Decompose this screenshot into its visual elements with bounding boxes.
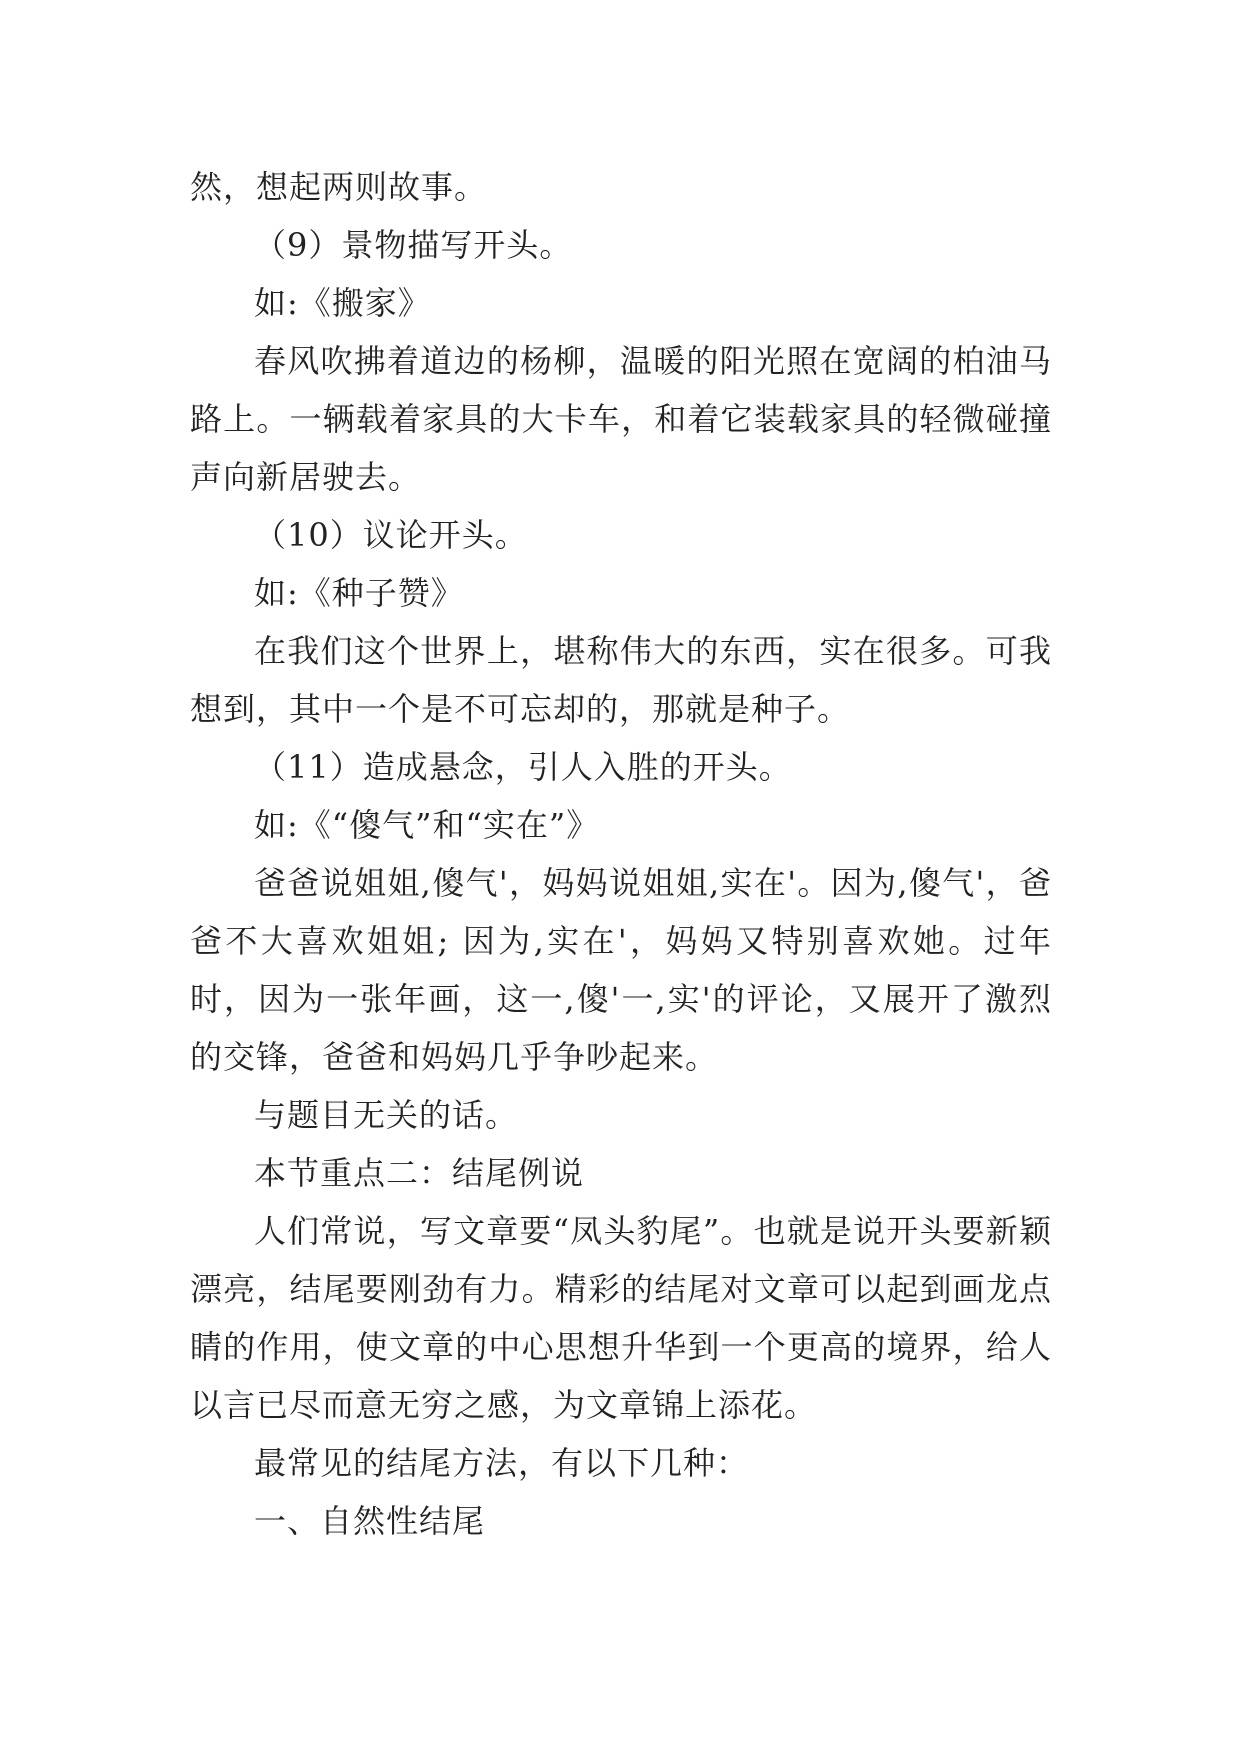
example-text-moving: 春风吹拂着道边的杨柳，温暖的阳光照在宽阔的柏油马路上。一辆载着家具的大卡车，和着它装载家具的轻微碰撞声向新居驶去。 xyxy=(190,342,1052,496)
example-text-silly-honest: 爸爸说姐姐,傻气'，妈妈说姐姐,实在'。因为,傻气'，爸爸不大喜欢姐姐; 因为,实在'，妈妈又特别喜欢她。过年时，因为一张年画，这一,傻'一,实'的评论，又展开了激烈的交锋，爸爸和妈妈几乎争吵起来。 xyxy=(190,864,1052,1076)
example-title-silly-honest: 如:《“傻气”和“实在”》 xyxy=(254,806,600,844)
paragraph-continuation: 然，想起两则故事。 xyxy=(190,168,488,206)
paragraph-endings-intro: 人们常说，写文章要“凤头豹尾”。也就是说开头要新颖漂亮，结尾要刚劲有力。精彩的结尾对文章可以起到画龙点睛的作用，使文章的中心思想升华到一个更高的境界，给人以言已尽而意无穷之感，为文章锦上添花。 xyxy=(190,1212,1052,1424)
example-title-seed: 如:《种子赞》 xyxy=(254,574,464,612)
example-text-seed: 在我们这个世界上，堪称伟大的东西，实在很多。可我想到，其中一个是不可忘却的，那就是种子。 xyxy=(190,632,1052,728)
heading-suspense-opening: （11）造成悬念，引人入胜的开头。 xyxy=(254,748,792,786)
heading-scenery-opening: （9）景物描写开头。 xyxy=(254,226,573,264)
example-title-moving: 如:《搬家》 xyxy=(254,284,431,322)
paragraph-ending-methods: 最常见的结尾方法，有以下几种： xyxy=(254,1444,750,1482)
document-body xyxy=(190,158,1052,1550)
note-irrelevant-words: 与题目无关的话。 xyxy=(254,1096,519,1134)
heading-natural-ending: 一、自然性结尾 xyxy=(254,1502,486,1540)
heading-argument-opening: （10）议论开头。 xyxy=(254,516,528,554)
section-heading-endings: 本节重点二：结尾例说 xyxy=(254,1154,585,1192)
